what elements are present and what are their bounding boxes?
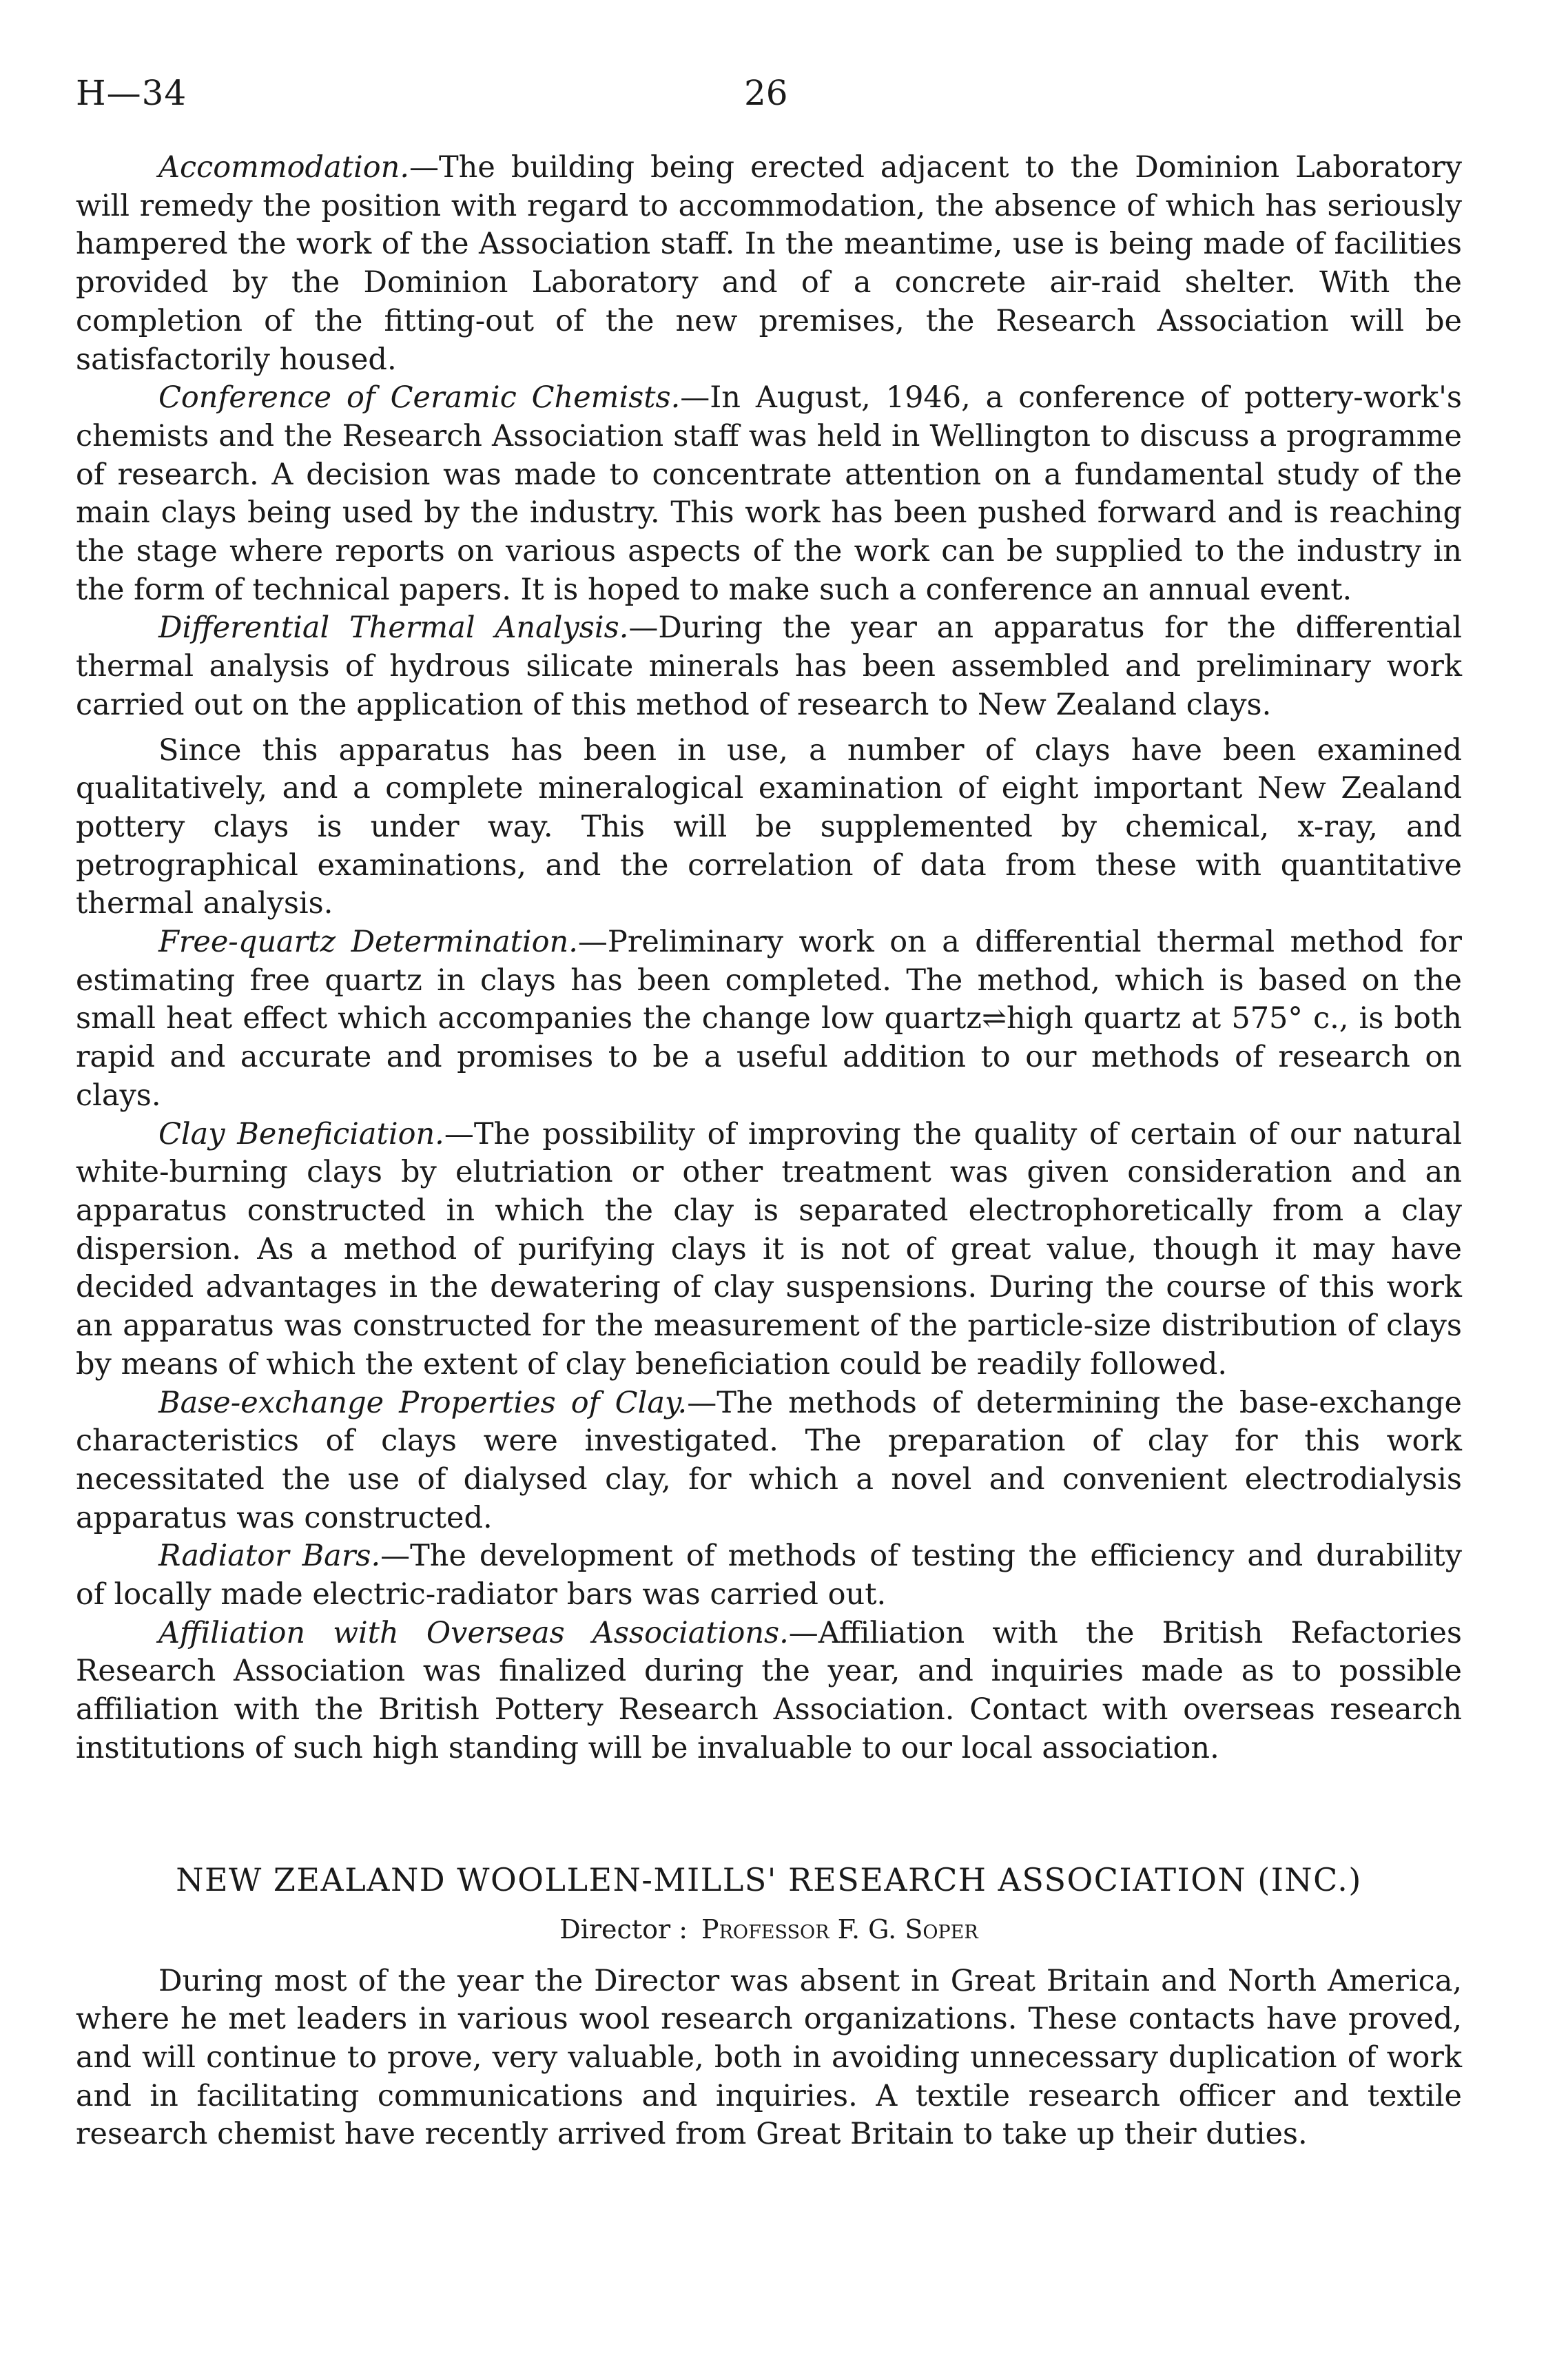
radiator-bars-paragraph (76, 1537, 1462, 1614)
director-label: Director : (559, 1914, 688, 1945)
page-header (76, 73, 1461, 121)
page-number: 26 (744, 73, 788, 113)
organization-heading: NEW ZEALAND WOOLLEN-MILLS' RESEARCH ASSOCIATION (INC.) (176, 1860, 1362, 1898)
thermal-analysis-paragraph (76, 609, 1462, 724)
base-exchange-paragraph (76, 1384, 1462, 1538)
ceramic-conference-text: —In August, 1946, a conference of pottery-work's chemists and the Research Association staff was held in Wellington to discuss a programme of research. A decision was made to concentrate attention on a fundamental study of the main clays being used by the industry. This work has been pushed forward and is reaching the stage where reports on various aspects of the work can be supplied to the industry in the form of technical papers. It is hoped to make such a conference an annual event. (76, 380, 1462, 607)
radiator-bars-text: —The development of methods of testing the efficiency and durability of locally made electric-radiator bars was carried out. (76, 1539, 1462, 1612)
ceramic-conference-paragraph (76, 379, 1462, 609)
thermal-analysis-paragraph-2: Since this apparatus has been in use, a number of clays have been examined qualitatively, and a complete mineralogical examination of eight important New Zealand pottery clays is under way. This will be supplemented by chemical, x-ray, and petrographical examinations, and the correlation of data from these with quantitative thermal analysis. (76, 732, 1462, 921)
director-line (76, 1910, 1462, 1949)
accommodation-paragraph (76, 149, 1462, 379)
section-title-radiator-bars: Radiator Bars. (158, 1539, 381, 1574)
affiliation-text: —Affiliation with the British Refactories Research Association was finalized during the year, and inquiries made as to possible affiliation with the British Pottery Research Association. Contact with overseas research institutions of such high standing will be invaluable to our local association. (76, 1615, 1462, 1765)
accommodation-text: —The building being erected adjacent to the Dominion Laboratory will remedy the position with regard to accommodation, the absence of which has seriously hampered the work of the Association staff. In the meantime, use is being made of facilities provided by the Dominion Laboratory and of a concrete air-raid shelter. With the completion of the fitting-out of the new premises, the Research Association will be satisfactorily housed. (76, 150, 1462, 377)
section-title-ceramic-conference: Conference of Ceramic Chemists. (158, 380, 681, 416)
section-title-base-exchange: Base-exchange Properties of Clay. (158, 1385, 688, 1420)
section-title-accommodation: Accommodation. (158, 150, 409, 185)
free-quartz-text: —Preliminary work on a differential thermal method for estimating free quartz in clays has been completed. The method, which is based on the small heat effect which accompanies the change low quartz⇌high quartz at 575° c., is both rapid and accurate and promises to be a useful addition to our methods of research on clays. (76, 925, 1462, 1113)
affiliation-paragraph (76, 1614, 1462, 1768)
section-title-thermal-analysis: Differential Thermal Analysis. (158, 611, 629, 646)
free-quartz-paragraph (76, 923, 1462, 1116)
base-exchange-text: —The methods of determining the base-exchange characteristics of clays were investigated. The preparation of clay for this work necessitated the use of dialysed clay, for which a novel and convenient electrodialysis apparatus was constructed. (76, 1385, 1463, 1535)
woollen-mills-paragraph: During most of the year the Director was absent in Great Britain and North America, where he met leaders in various wool research organizations. These contacts have proved, and will continue to prove, very valuable, both in avoiding unnecessary duplication of work and in facilitating communications and inquiries. A textile research officer and textile research chemist have recently arrived from Great Britain to take up their duties. (76, 1963, 1462, 2152)
thermal-analysis-text: —During the year an apparatus for the differential thermal analysis of hydrous silicate minerals has been assembled and preliminary work carried out on the application of this method of research to New Zealand clays. (76, 611, 1462, 722)
clay-beneficiation-text: —The possibility of improving the quality of certain of our natural white-burning clays by elutriation or other treatment was given consideration and an apparatus constructed in which the clay is separated electrophoretically from a clay dispersion. As a method of purifying clays it is not of great value, though it may have decided advantages in the dewatering of clay suspensions. During the course of this work an apparatus was constructed for the measurement of the particle-size distribution of clays by means of which the extent of clay beneficiation could be readily followed. (76, 1116, 1462, 1382)
section-title-affiliation: Affiliation with Overseas Associations. (158, 1615, 789, 1650)
section-title-clay-beneficiation: Clay Beneficiation. (158, 1116, 444, 1151)
page-content (76, 149, 1462, 2154)
director-name: Professor F. G. Soper (701, 1914, 978, 1945)
clay-beneficiation-paragraph (76, 1116, 1462, 1384)
section-title-free-quartz: Free-quartz Determination. (158, 925, 578, 960)
document-reference: H—34 (76, 73, 187, 113)
